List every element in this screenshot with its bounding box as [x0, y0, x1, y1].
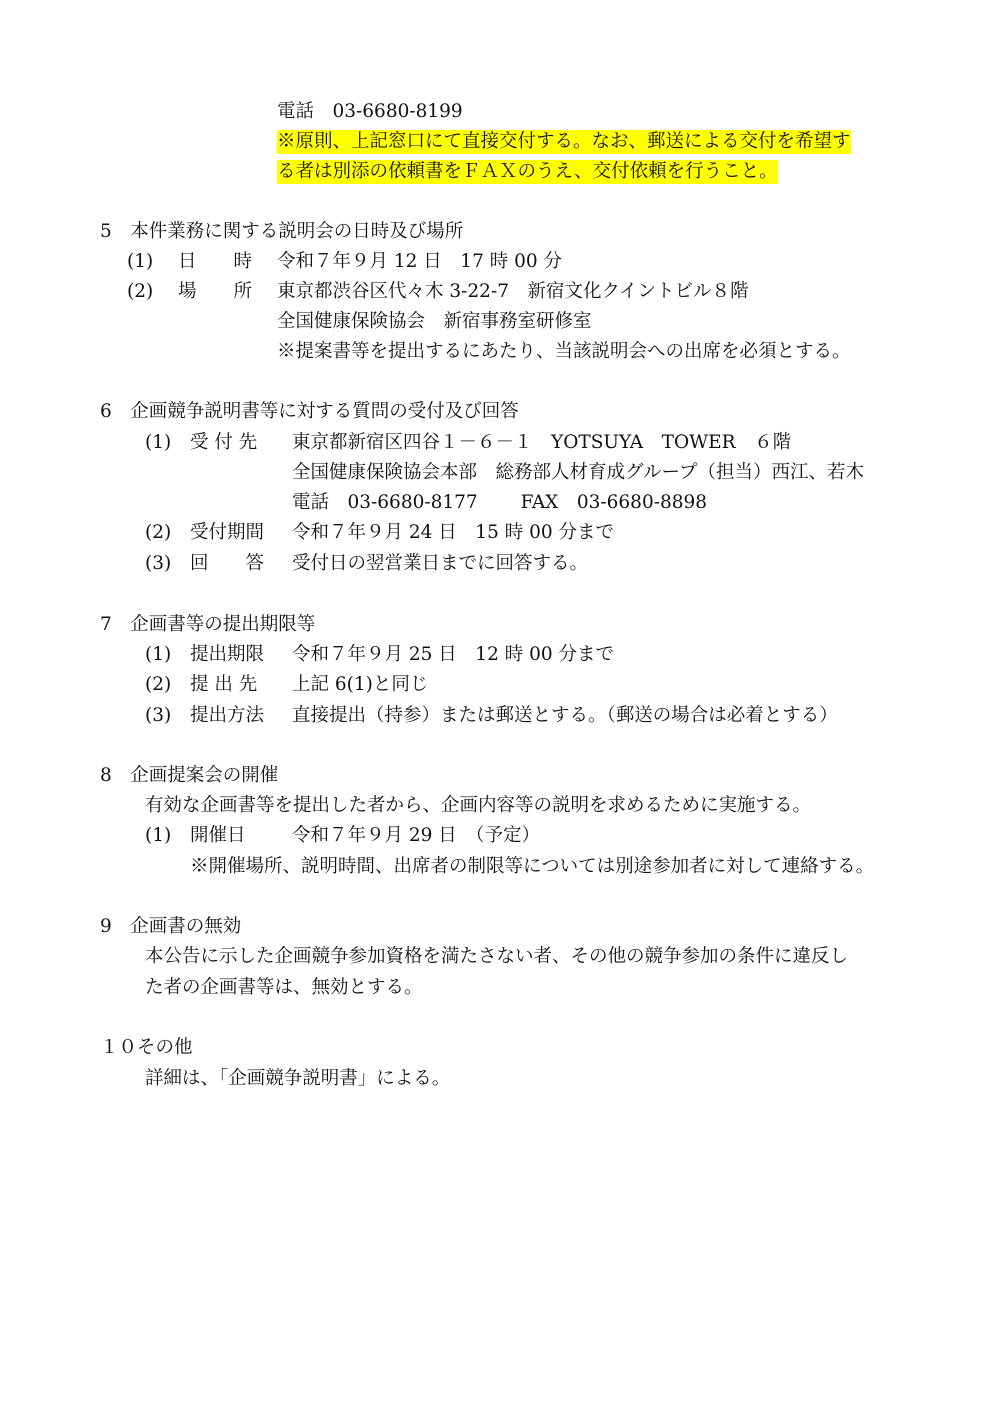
- section-7-item-2-value: 上記 6(1)と同じ: [292, 674, 429, 695]
- section-7-item-3-value: 直接提出（持参）または郵送とする。（郵送の場合は必着とする）: [292, 705, 838, 726]
- section-6-item-1-number: (1): [145, 432, 172, 453]
- section-9-body-line-1: 本公告に示した企画競争参加資格を満たさない者、その他の競争参加の条件に違反し: [145, 946, 849, 967]
- section-6-item-1-value-3: 電話 03-6680-8177 FAX 03-6680-8898: [292, 492, 708, 513]
- section-7-item-1-label: 提出期限: [190, 644, 265, 665]
- section-5-item-2-note: ※提案書等を提出するにあたり、当該説明会への出席を必須とする。: [277, 341, 851, 362]
- section-7-item-2-number: (2): [145, 674, 172, 695]
- section-7-item-2-label: 提 出 先: [190, 674, 258, 695]
- section-7-item-3-label: 提出方法: [190, 705, 265, 726]
- section-5-heading: 5 本件業務に関する説明会の日時及び場所: [100, 221, 464, 242]
- section-5-item-1-number: (1): [127, 251, 154, 272]
- section-6-item-2-value: 令和７年９月 24 日 15 時 00 分まで: [292, 522, 615, 543]
- section-6-item-3-value: 受付日の翌営業日までに回答する。: [292, 553, 589, 574]
- section-10-heading: １０その他: [100, 1037, 193, 1058]
- section-6-item-3-number: (3): [145, 553, 172, 574]
- section-6-item-1-label: 受 付 先: [190, 432, 258, 453]
- section-5-item-2-value-2: 全国健康保険協会 新宿事務室研修室: [277, 311, 592, 332]
- section-9-body-line-2: た者の企画書等は、無効とする。: [145, 977, 423, 998]
- section-8-item-1-value: 令和７年９月 29 日 （予定）: [292, 825, 541, 846]
- section-5-item-2-label: 場 所: [178, 281, 253, 302]
- section-5-item-2-value: 東京都渋谷区代々木 3-22-7 新宿文化クイントビル８階: [277, 281, 749, 302]
- highlighted-note-line-2: る者は別添の依頼書をＦＡＸのうえ、交付依頼を行うこと。: [277, 161, 778, 182]
- section-6-item-1-value: 東京都新宿区四谷１－６－１ YOTSUYA TOWER ６階: [292, 432, 792, 453]
- contact-phone: 電話 03-6680-8199: [277, 101, 463, 122]
- highlighted-note-line-1: ※原則、上記窓口にて直接交付する。なお、郵送による交付を希望す: [277, 131, 851, 152]
- section-6-item-1-value-2: 全国健康保険協会本部 総務部人材育成グループ（担当）西江、若木: [292, 462, 865, 483]
- section-5-item-1-label: 日 時: [178, 251, 253, 272]
- section-7-heading: 7 企画書等の提出期限等: [100, 614, 316, 635]
- section-6-item-3-label: 回 答: [190, 553, 265, 574]
- section-9-heading: 9 企画書の無効: [100, 916, 242, 937]
- section-7-item-3-number: (3): [145, 705, 172, 726]
- section-6-heading: 6 企画競争説明書等に対する質問の受付及び回答: [100, 401, 519, 422]
- section-8-heading: 8 企画提案会の開催: [100, 765, 279, 786]
- section-8-item-1-label: 開催日: [190, 825, 246, 846]
- section-6-item-2-number: (2): [145, 522, 172, 543]
- section-5-item-2-number: (2): [127, 281, 154, 302]
- section-8-body: 有効な企画書等を提出した者から、企画内容等の説明を求めるために実施する。: [145, 795, 812, 816]
- section-7-item-1-number: (1): [145, 644, 172, 665]
- section-8-item-1-number: (1): [145, 825, 172, 846]
- section-7-item-1-value: 令和７年９月 25 日 12 時 00 分まで: [292, 644, 615, 665]
- section-6-item-2-label: 受付期間: [190, 522, 265, 543]
- section-10-body: 詳細は、「企画競争説明書」による。: [145, 1068, 451, 1089]
- section-8-item-1-note: ※開催場所、説明時間、出席者の制限等については別途参加者に対して連絡する。: [190, 856, 875, 877]
- section-5-item-1-value: 令和７年９月 12 日 17 時 00 分: [277, 251, 563, 272]
